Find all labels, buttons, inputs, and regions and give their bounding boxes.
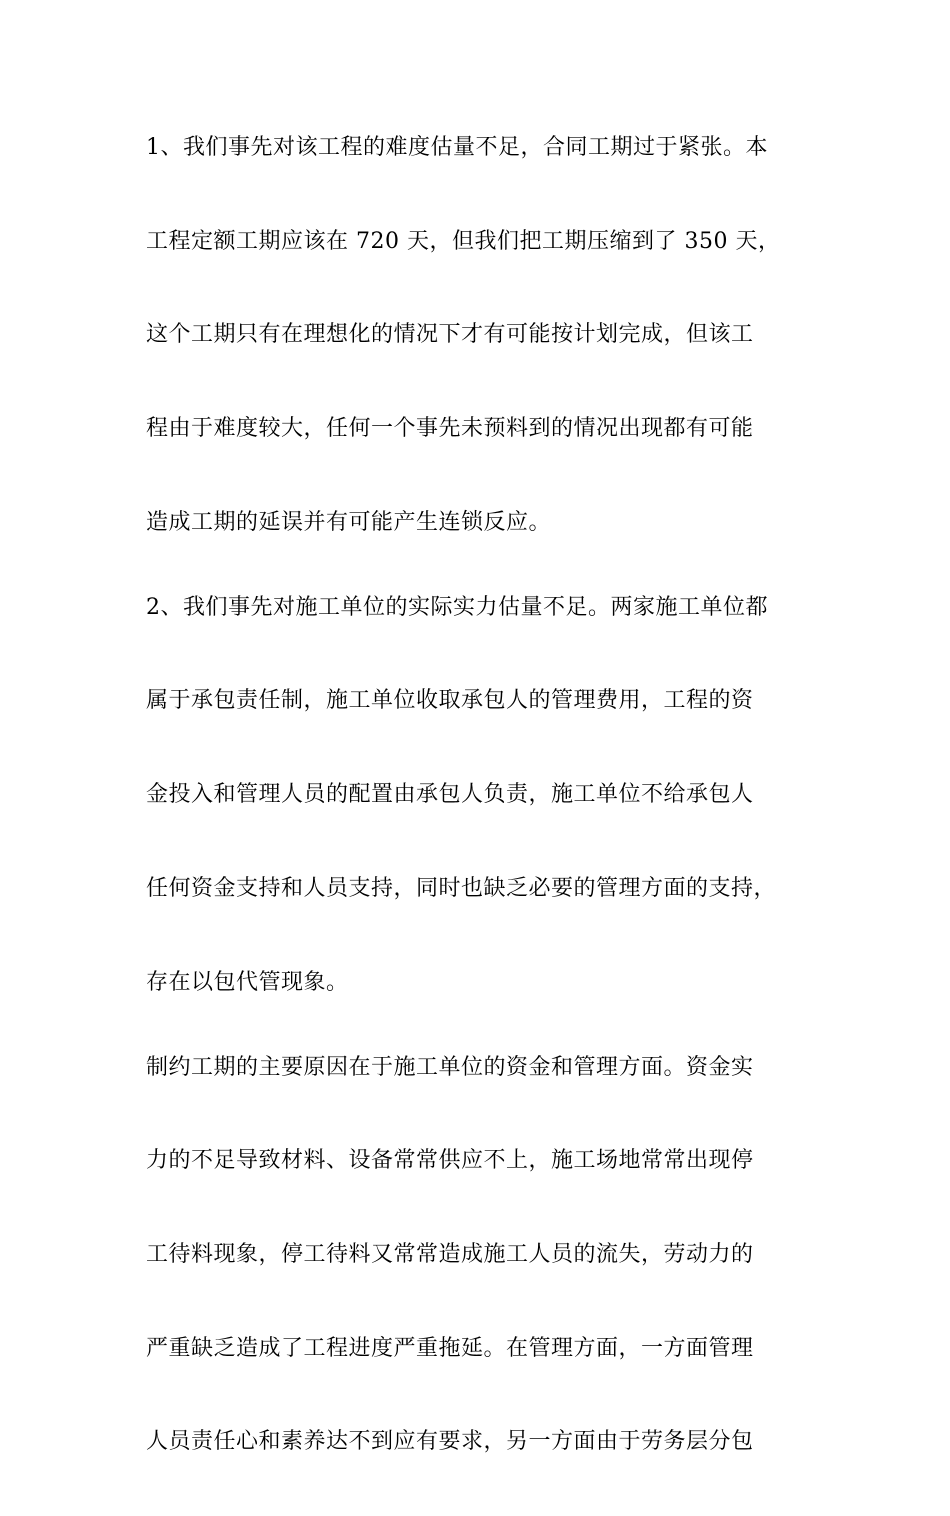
paragraph-line: 工待料现象，停工待料又常常造成施工人员的流失，劳动力的 <box>146 1241 754 1267</box>
paragraph-line: 力的不足导致材料、设备常常供应不上，施工场地常常出现停 <box>146 1148 754 1174</box>
document-body <box>146 128 816 1516</box>
paragraph-line: 这个工期只有在理想化的情况下才有可能按计划完成，但该工 <box>146 322 754 348</box>
paragraph-line: 程由于难度较大，任何一个事先未预料到的情况出现都有可能 <box>146 416 754 442</box>
paragraph-line: 工程定额工期应该在 720 天，但我们把工期压缩到了 350 天， <box>146 228 781 254</box>
paragraph-line: 严重缺乏造成了工程进度严重拖延。在管理方面，一方面管理 <box>146 1335 754 1361</box>
paragraph-line: 造成工期的延误并有可能产生连锁反应。 <box>146 509 552 535</box>
paragraph-line: 属于承包责任制，施工单位收取承包人的管理费用，工程的资 <box>146 688 754 714</box>
paragraph-line: 人员责任心和素养达不到应有要求，另一方面由于劳务层分包 <box>146 1429 754 1455</box>
paragraph-3 <box>146 1048 816 1463</box>
paragraph-line: 2、我们事先对施工单位的实际实力估量不足。两家施工单位都 <box>146 594 768 620</box>
paragraph-line: 1、我们事先对该工程的难度估量不足，合同工期过于紧张。本 <box>146 135 768 160</box>
paragraph-2 <box>146 588 816 1003</box>
paragraph-line: 任何资金支持和人员支持，同时也缺乏必要的管理方面的支持， <box>146 875 777 901</box>
paragraph-line: 制约工期的主要原因在于施工单位的资金和管理方面。资金实 <box>146 1054 754 1080</box>
paragraph-line: 存在以包代管现象。 <box>146 969 349 995</box>
paragraph-1 <box>146 128 816 543</box>
paragraph-line: 金投入和管理人员的配置由承包人负责，施工单位不给承包人 <box>146 782 754 808</box>
